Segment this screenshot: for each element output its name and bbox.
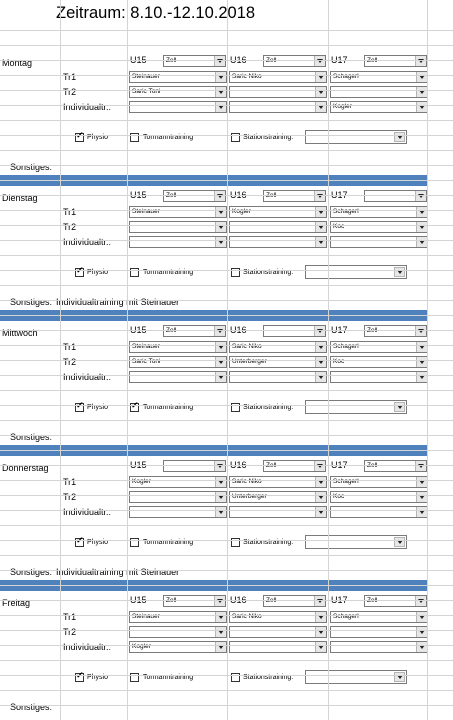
grid-line-h — [0, 495, 453, 496]
grid-line-h — [0, 510, 453, 511]
row-label-tr2: Tr2 — [63, 222, 77, 232]
trainer-select-individual[interactable] — [129, 101, 227, 113]
trainer-select-tr2[interactable] — [129, 221, 227, 233]
trainer-select-individual-value: Kogler — [333, 103, 352, 110]
chevron-down-icon[interactable] — [315, 492, 326, 502]
trainer-select-tr1[interactable] — [330, 71, 428, 83]
team-label: U17 — [331, 460, 348, 470]
trainer-select-tr2-value: Unterberger — [232, 358, 267, 365]
venue-select[interactable] — [263, 595, 326, 607]
chevron-down-icon[interactable] — [416, 612, 427, 622]
grid-line-h — [0, 165, 453, 166]
team-label: U15 — [130, 325, 147, 335]
grid-line-h — [0, 45, 453, 46]
team-label: U15 — [130, 190, 147, 200]
trainer-select-tr1[interactable] — [229, 476, 327, 488]
trainer-select-tr2-value: Koc — [333, 223, 345, 230]
station-select[interactable] — [305, 265, 407, 279]
row-label-individual: Individualtr.: — [63, 507, 112, 517]
trainer-select-tr2[interactable] — [129, 86, 227, 98]
venue-select-value: Zell — [266, 597, 277, 604]
trainer-select-tr1-value: Kogler — [232, 208, 251, 215]
grid-line-h — [0, 135, 453, 136]
station-label: Stationstraining: — [243, 674, 294, 681]
chevron-down-icon[interactable] — [214, 461, 225, 471]
grid-line-h — [0, 390, 453, 391]
grid-line-h — [0, 300, 453, 301]
trainer-select-tr2[interactable] — [129, 491, 227, 503]
chevron-down-icon[interactable] — [215, 102, 226, 112]
chevron-down-icon[interactable] — [416, 222, 427, 232]
venue-select-value: Zell — [367, 597, 378, 604]
physio-label: Physio — [87, 404, 109, 411]
trainer-select-individual[interactable] — [330, 236, 428, 248]
period-value[interactable]: 8.10.-12.10.2018 — [130, 4, 256, 22]
trainer-select-individual[interactable] — [129, 641, 227, 653]
sonstiges-label: Sonstiges: — [10, 567, 53, 577]
chevron-down-icon[interactable] — [215, 72, 226, 82]
venue-select-value: Zell — [266, 57, 277, 64]
chevron-down-icon[interactable] — [416, 72, 427, 82]
chevron-down-icon[interactable] — [214, 56, 225, 66]
grid-line-h — [0, 420, 453, 421]
grid-line-h — [0, 105, 453, 106]
venue-select[interactable] — [163, 325, 226, 337]
station-label: Stationstraining: — [243, 134, 294, 141]
grid-line-h — [0, 555, 453, 556]
trainer-select-tr1-value: Schagerl — [333, 613, 359, 620]
venue-select-value: Zell — [166, 597, 177, 604]
trainer-select-tr1[interactable] — [229, 206, 327, 218]
trainer-select-tr1-value: Steinauer — [132, 73, 160, 80]
tormann-label: Tormanntraining — [143, 134, 194, 141]
trainer-select-tr1-value: Schagerl — [333, 208, 359, 215]
grid-line-h — [0, 195, 453, 196]
period-header — [56, 4, 255, 23]
chevron-down-icon[interactable] — [394, 402, 405, 412]
station-select[interactable] — [305, 670, 407, 684]
grid-line-h — [0, 90, 453, 91]
row-label-tr1: Tr1 — [63, 612, 77, 622]
trainer-select-tr1-value: Schagerl — [333, 343, 359, 350]
chevron-down-icon[interactable] — [394, 267, 405, 277]
venue-select[interactable] — [364, 325, 427, 337]
grid-line-h — [0, 210, 453, 211]
trainer-select-tr2[interactable] — [330, 221, 428, 233]
chevron-down-icon[interactable] — [416, 102, 427, 112]
grid-line-h — [0, 480, 453, 481]
chevron-down-icon[interactable] — [215, 492, 226, 502]
chevron-down-icon[interactable] — [415, 326, 426, 336]
chevron-down-icon[interactable] — [314, 461, 325, 471]
day-name: Donnerstag — [2, 463, 49, 473]
trainer-select-tr1[interactable] — [129, 71, 227, 83]
trainer-select-tr1-value: Schagerl — [333, 478, 359, 485]
chevron-down-icon[interactable] — [416, 642, 427, 652]
chevron-down-icon[interactable] — [214, 596, 225, 606]
sonstiges-label: Sonstiges: — [10, 702, 53, 712]
trainer-select-tr1-value: Kogler — [132, 478, 151, 485]
sonstiges-row — [10, 567, 179, 578]
venue-select-value: Zell — [367, 57, 378, 64]
chevron-down-icon[interactable] — [215, 507, 226, 517]
chevron-down-icon[interactable] — [415, 191, 426, 201]
sonstiges-label: Sonstiges: — [10, 162, 53, 172]
trainer-select-tr2[interactable] — [330, 491, 428, 503]
chevron-down-icon[interactable] — [315, 222, 326, 232]
physio-label: Physio — [87, 269, 109, 276]
trainer-select-individual[interactable] — [330, 506, 428, 518]
trainer-select-tr2[interactable] — [330, 86, 428, 98]
sonstiges-row — [10, 702, 56, 713]
row-label-tr2: Tr2 — [63, 492, 77, 502]
grid-line-h — [0, 150, 453, 151]
day-name: Freitag — [2, 598, 31, 608]
trainer-select-tr2[interactable] — [129, 356, 227, 368]
sonstiges-row — [10, 297, 179, 308]
chevron-down-icon[interactable] — [416, 207, 427, 217]
chevron-down-icon[interactable] — [416, 342, 427, 352]
sonstiges-row — [10, 432, 56, 443]
team-label: U15 — [130, 460, 147, 470]
chevron-down-icon[interactable] — [314, 326, 325, 336]
venue-select-value: Zell — [367, 462, 378, 469]
chevron-down-icon[interactable] — [415, 461, 426, 471]
chevron-down-icon[interactable] — [416, 87, 427, 97]
chevron-down-icon[interactable] — [315, 627, 326, 637]
station-select[interactable] — [305, 130, 407, 144]
row-label-individual: Individualtr.: — [63, 372, 112, 382]
station-select[interactable] — [305, 400, 407, 414]
grid-line-h — [0, 690, 453, 691]
grid-line-h — [0, 570, 453, 571]
grid-line-h — [0, 255, 453, 256]
team-label: U17 — [331, 595, 348, 605]
chevron-down-icon[interactable] — [394, 672, 405, 682]
grid-line-h — [0, 330, 453, 331]
tormann-label: Tormanntraining — [143, 539, 194, 546]
chevron-down-icon[interactable] — [394, 537, 405, 547]
trainer-select-tr2[interactable] — [229, 356, 327, 368]
trainer-select-tr2[interactable] — [229, 626, 327, 638]
chevron-down-icon[interactable] — [416, 372, 427, 382]
chevron-down-icon[interactable] — [415, 596, 426, 606]
grid-line-h — [0, 360, 453, 361]
grid-line-h — [0, 465, 453, 466]
sonstiges-label: Sonstiges: — [10, 297, 53, 307]
period-label: Zeitraum: — [56, 4, 126, 22]
trainer-select-tr1[interactable] — [330, 341, 428, 353]
trainer-select-tr1-value: Schagerl — [333, 73, 359, 80]
trainer-select-tr2[interactable] — [229, 491, 327, 503]
chevron-down-icon[interactable] — [315, 207, 326, 217]
trainer-select-tr1-value: Saric Niko — [232, 343, 262, 350]
trainer-select-tr1-value: Steinauer — [132, 613, 160, 620]
venue-select[interactable] — [364, 190, 427, 202]
trainer-select-individual[interactable] — [229, 101, 327, 113]
venue-select-value: Zell — [166, 57, 177, 64]
chevron-down-icon[interactable] — [215, 237, 226, 247]
chevron-down-icon[interactable] — [416, 507, 427, 517]
chevron-down-icon[interactable] — [315, 507, 326, 517]
grid-line-h — [0, 30, 453, 31]
row-label-tr1: Tr1 — [63, 72, 77, 82]
chevron-down-icon[interactable] — [315, 357, 326, 367]
team-label: U16 — [230, 55, 247, 65]
chevron-down-icon[interactable] — [416, 477, 427, 487]
sonstiges-value[interactable]: Individualtraining mit Steinauer — [56, 567, 180, 577]
team-label: U15 — [130, 595, 147, 605]
trainer-select-individual[interactable] — [330, 101, 428, 113]
trainer-select-individual-value: Kogler — [132, 643, 151, 650]
chevron-down-icon[interactable] — [314, 596, 325, 606]
chevron-down-icon[interactable] — [215, 207, 226, 217]
trainer-select-tr2[interactable] — [330, 356, 428, 368]
chevron-down-icon[interactable] — [215, 87, 226, 97]
grid-line-h — [0, 405, 453, 406]
row-label-individual: Individualtr.: — [63, 642, 112, 652]
chevron-down-icon[interactable] — [215, 342, 226, 352]
venue-select-value: Zell — [166, 327, 177, 334]
station-label: Stationstraining: — [243, 404, 294, 411]
venue-select[interactable] — [163, 190, 226, 202]
chevron-down-icon[interactable] — [315, 342, 326, 352]
chevron-down-icon[interactable] — [314, 56, 325, 66]
trainer-select-tr1[interactable] — [330, 476, 428, 488]
grid-line-h — [0, 600, 453, 601]
team-label: U17 — [331, 190, 348, 200]
sonstiges-row — [10, 162, 56, 173]
day-name: Dienstag — [2, 193, 38, 203]
chevron-down-icon[interactable] — [315, 477, 326, 487]
trainer-select-tr1-value: Steinauer — [132, 343, 160, 350]
grid-line-h — [0, 585, 453, 586]
venue-select-value: Zell — [266, 462, 277, 469]
day-name: Mittwoch — [2, 328, 38, 338]
station-label: Stationstraining: — [243, 269, 294, 276]
venue-select[interactable] — [163, 595, 226, 607]
venue-select[interactable] — [364, 595, 427, 607]
grid-line-h — [0, 345, 453, 346]
chevron-down-icon[interactable] — [315, 612, 326, 622]
grid-line-h — [0, 660, 453, 661]
trainer-select-individual[interactable] — [229, 371, 327, 383]
chevron-down-icon[interactable] — [416, 492, 427, 502]
grid-line-h — [0, 615, 453, 616]
trainer-select-individual[interactable] — [330, 371, 428, 383]
venue-select-value: Zell — [166, 192, 177, 199]
trainer-select-tr1-value: Saric Niko — [232, 73, 262, 80]
trainer-select-individual[interactable] — [129, 236, 227, 248]
row-label-individual: Individualtr.: — [63, 102, 112, 112]
tormann-label: Tormanntraining — [143, 404, 194, 411]
chevron-down-icon[interactable] — [416, 237, 427, 247]
chevron-down-icon[interactable] — [416, 627, 427, 637]
trainer-select-tr1-value: Saric Niko — [232, 613, 262, 620]
station-label: Stationstraining: — [243, 539, 294, 546]
venue-select[interactable] — [364, 460, 427, 472]
grid-line-h — [0, 75, 453, 76]
tormann-label: Tormanntraining — [143, 269, 194, 276]
chevron-down-icon[interactable] — [215, 627, 226, 637]
grid-line-h — [0, 315, 453, 316]
trainer-select-tr2-value: Koc — [333, 358, 345, 365]
chevron-down-icon[interactable] — [314, 191, 325, 201]
trainer-select-tr1-value: Saric Niko — [232, 478, 262, 485]
tormann-label: Tormanntraining — [143, 674, 194, 681]
chevron-down-icon[interactable] — [214, 326, 225, 336]
trainer-select-tr1[interactable] — [229, 341, 327, 353]
venue-select[interactable] — [263, 190, 326, 202]
row-label-tr2: Tr2 — [63, 627, 77, 637]
grid-line-h — [0, 240, 453, 241]
grid-line-h — [0, 675, 453, 676]
sonstiges-value[interactable]: Individualtraining mit Steinauer — [56, 297, 180, 307]
grid-line-h — [0, 270, 453, 271]
day-name: Montag — [2, 58, 33, 68]
trainer-select-individual[interactable] — [229, 641, 327, 653]
sonstiges-label: Sonstiges: — [10, 432, 53, 442]
chevron-down-icon[interactable] — [215, 612, 226, 622]
row-label-tr1: Tr1 — [63, 207, 77, 217]
trainer-select-tr1[interactable] — [229, 611, 327, 623]
chevron-down-icon[interactable] — [315, 642, 326, 652]
team-label: U16 — [230, 460, 247, 470]
trainer-select-tr2-value: Saric Toni — [132, 88, 161, 95]
trainer-select-tr1[interactable] — [129, 611, 227, 623]
chevron-down-icon[interactable] — [315, 237, 326, 247]
venue-select-value: Zell — [367, 327, 378, 334]
chevron-down-icon[interactable] — [315, 87, 326, 97]
grid-line-h — [0, 525, 453, 526]
team-label: U15 — [130, 55, 147, 65]
venue-select[interactable] — [263, 460, 326, 472]
physio-label: Physio — [87, 674, 109, 681]
team-label: U16 — [230, 595, 247, 605]
trainer-select-tr2[interactable] — [330, 626, 428, 638]
venue-select[interactable] — [163, 55, 226, 67]
grid-line-h — [0, 630, 453, 631]
chevron-down-icon[interactable] — [415, 56, 426, 66]
grid-line-h — [0, 435, 453, 436]
chevron-down-icon[interactable] — [215, 357, 226, 367]
team-label: U17 — [331, 325, 348, 335]
venue-select[interactable] — [263, 55, 326, 67]
grid-line-h — [0, 375, 453, 376]
row-label-tr2: Tr2 — [63, 357, 77, 367]
trainer-select-tr2[interactable] — [229, 221, 327, 233]
trainer-select-individual[interactable] — [229, 506, 327, 518]
grid-line-h — [0, 705, 453, 706]
trainer-select-individual[interactable] — [229, 236, 327, 248]
trainer-select-tr1[interactable] — [129, 341, 227, 353]
venue-select-value: Zell — [266, 192, 277, 199]
team-label: U16 — [230, 325, 247, 335]
trainer-select-tr2-value: Koc — [333, 493, 345, 500]
venue-select[interactable] — [364, 55, 427, 67]
team-label: U17 — [331, 55, 348, 65]
trainer-select-individual[interactable] — [129, 506, 227, 518]
grid-line-h — [0, 540, 453, 541]
trainer-select-tr1[interactable] — [229, 71, 327, 83]
grid-line-h — [0, 645, 453, 646]
grid-line-h — [0, 60, 453, 61]
chevron-down-icon[interactable] — [394, 132, 405, 142]
row-label-individual: Individualtr.: — [63, 237, 112, 247]
chevron-down-icon[interactable] — [315, 102, 326, 112]
grid-line-h — [0, 450, 453, 451]
grid-line-h — [0, 285, 453, 286]
chevron-down-icon[interactable] — [214, 191, 225, 201]
grid-line-h — [0, 120, 453, 121]
trainer-select-individual[interactable] — [129, 371, 227, 383]
trainer-select-tr2[interactable] — [129, 626, 227, 638]
trainer-select-tr1[interactable] — [129, 476, 227, 488]
chevron-down-icon[interactable] — [215, 477, 226, 487]
trainer-select-tr1[interactable] — [330, 206, 428, 218]
row-label-tr1: Tr1 — [63, 477, 77, 487]
trainer-select-tr2-value: Unterberger — [232, 493, 267, 500]
trainer-select-tr2-value: Saric Toni — [132, 358, 161, 365]
chevron-down-icon[interactable] — [215, 222, 226, 232]
chevron-down-icon[interactable] — [315, 372, 326, 382]
chevron-down-icon[interactable] — [315, 72, 326, 82]
chevron-down-icon[interactable] — [416, 357, 427, 367]
grid-line-h — [0, 180, 453, 181]
station-select[interactable] — [305, 535, 407, 549]
team-label: U16 — [230, 190, 247, 200]
venue-select[interactable] — [163, 460, 226, 472]
physio-label: Physio — [87, 134, 109, 141]
physio-label: Physio — [87, 539, 109, 546]
trainer-select-tr1-value: Steinauer — [132, 208, 160, 215]
chevron-down-icon[interactable] — [215, 642, 226, 652]
venue-select[interactable] — [263, 325, 326, 337]
row-label-tr2: Tr2 — [63, 87, 77, 97]
trainer-select-tr1[interactable] — [330, 611, 428, 623]
trainer-select-tr2[interactable] — [229, 86, 327, 98]
grid-line-h — [0, 225, 453, 226]
trainer-select-individual[interactable] — [330, 641, 428, 653]
trainer-select-tr1[interactable] — [129, 206, 227, 218]
row-label-tr1: Tr1 — [63, 342, 77, 352]
chevron-down-icon[interactable] — [215, 372, 226, 382]
